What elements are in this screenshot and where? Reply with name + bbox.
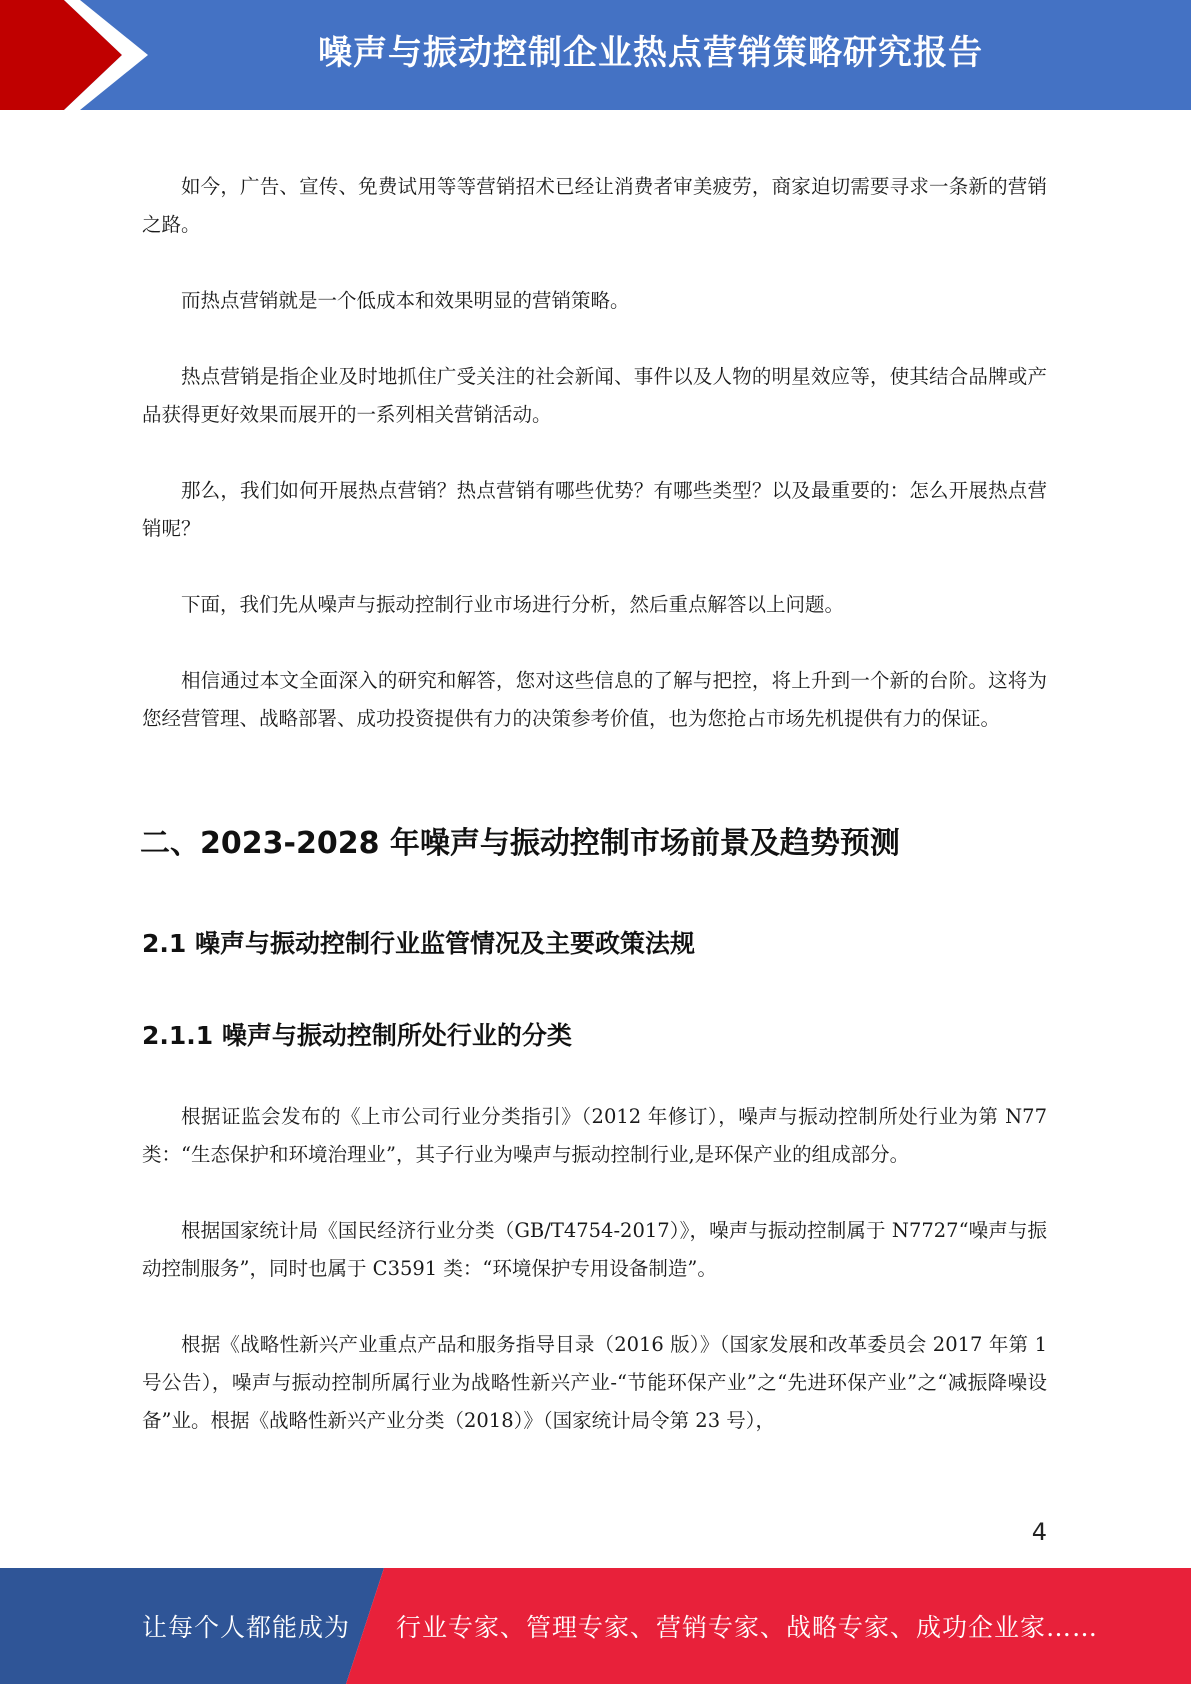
intro-paragraph-3: 热点营销是指企业及时地抓住广受关注的社会新闻、事件以及人物的明星效应等，使其结合品牌或产品获得更好效果而展开的一系列相关营销活动。 — [142, 365, 1047, 426]
subsubsection-heading: 2.1.1 噪声与振动控制所处行业的分类 — [142, 1021, 572, 1050]
document-title: 噪声与振动控制企业热点营销策略研究报告 — [318, 33, 983, 73]
intro-paragraph-5: 下面，我们先从噪声与振动控制行业市场进行分析，然后重点解答以上问题。 — [181, 593, 845, 616]
page-number: 4 — [1031, 1518, 1047, 1546]
page-content — [142, 168, 1047, 1478]
section-paragraph-2: 根据国家统计局《国民经济行业分类（GB/T4754-2017）》，噪声与振动控制属于 N7727“噪声与振动控制服务”，同时也属于 C3591 类：“环境保护专用设备制造”。 — [142, 1219, 1047, 1280]
footer-banner — [0, 1568, 1191, 1684]
header-arrow-decoration — [0, 0, 170, 110]
footer-slogan-left: 让每个人都能成为 — [142, 1613, 351, 1642]
intro-paragraph-4: 那么，我们如何开展热点营销？热点营销有哪些优势？有哪些类型？以及最重要的：怎么开展热点营销呢？ — [142, 479, 1047, 540]
subsection-heading: 2.1 噪声与振动控制行业监管情况及主要政策法规 — [142, 929, 695, 958]
header-banner — [0, 0, 1191, 110]
section-heading: 二、2023-2028 年噪声与振动控制市场前景及趋势预测 — [140, 826, 900, 861]
intro-paragraph-1: 如今，广告、宣传、免费试用等等营销招术已经让消费者审美疲劳，商家迫切需要寻求一条新的营销之路。 — [142, 175, 1047, 236]
section-body — [142, 1098, 1047, 1440]
footer-slogan-right: 行业专家、管理专家、营销专家、战略专家、成功企业家…… — [396, 1613, 1099, 1642]
section-paragraph-3: 根据《战略性新兴产业重点产品和服务指导目录（2016 版）》（国家发展和改革委员会 2017 年第 1 号公告），噪声与振动控制所属行业为战略性新兴产业-“节能环保产业”之“先进环保产业”之“减振降噪设备”业。根据《战略性新兴产业分类（2018）》（国家统计局令第 23 号）， — [142, 1333, 1047, 1432]
intro-paragraph-6: 相信通过本文全面深入的研究和解答，您对这些信息的了解与把控，将上升到一个新的台阶。这将为您经营管理、战略部署、成功投资提供有力的决策参考价值，也为您抢占市场先机提供有力的保证。 — [142, 669, 1047, 730]
intro-paragraph-2: 而热点营销就是一个低成本和效果明显的营销策略。 — [181, 289, 630, 312]
section-paragraph-1: 根据证监会发布的《上市公司行业分类指引》（2012 年修订），噪声与振动控制所处行业为第 N77 类：“生态保护和环境治理业”，其子行业为噪声与振动控制行业,是环保产业的组成部分。 — [142, 1105, 1047, 1166]
